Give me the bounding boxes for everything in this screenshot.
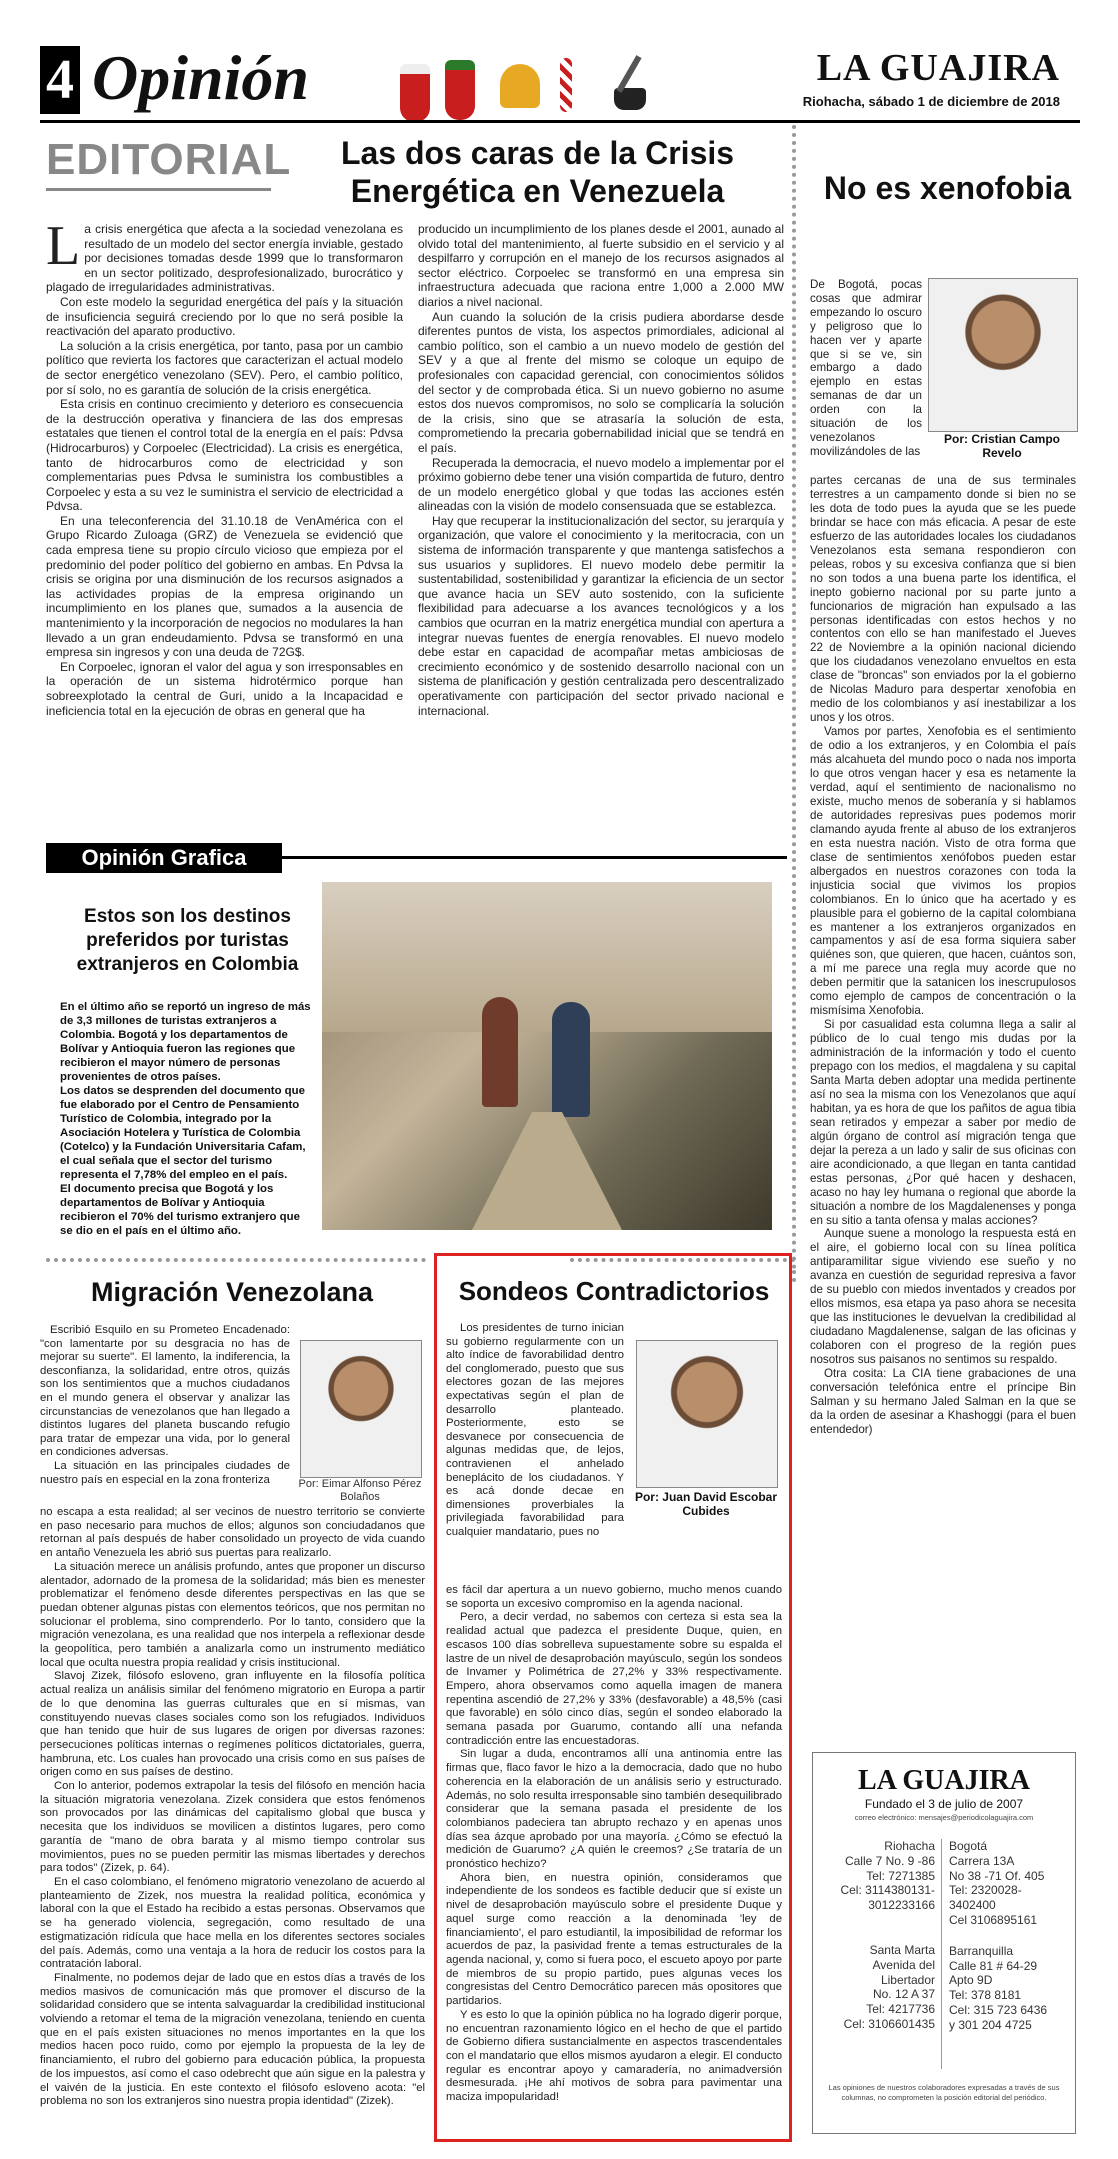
directory-footer: Las opiniones de nuestros colaboradores expresadas a través de sus columnas, no comprometen la posición editorial del periódico. bbox=[828, 2083, 1060, 2102]
directory-line: Cel 3106895161 bbox=[949, 1912, 1038, 1927]
directory-line: Apto 9D bbox=[949, 1973, 993, 1988]
column-divider bbox=[792, 1270, 796, 1282]
author-photo bbox=[636, 1340, 778, 1488]
paragraph: partes cercanas de una de sus terminales terrestres a un campamento donde si bien no se les dota de todo pues la ayuda que se les puede brindar se hace con más eficacia. A pesar de este esfuerzo de las autoridades locales los ciudadanos Venezolanos esta semana respondieron con peleas, robos y su excesiva confianza que si bien no son todos a una buena parte los identifica, el inepto gobierno nacional por su parte junto a funcionarios de migración han expulsado a las personas identificadas con estos hechos y no contentos con ello se han manifestado el Jueves 22 de Noviembre a la opinión nacional diciendo que los ciudadanos venezolano envueltos en esta clase de "broncas" son enviados por la el gobierno de Nicolas Maduro para despertar xenofobia en medio de los colombianos y así inestabilizar a los unos y los otros. bbox=[810, 474, 1076, 725]
candy-cane-icon bbox=[560, 58, 572, 112]
directory-right bbox=[949, 1839, 1071, 2033]
directory-line: Libertador bbox=[880, 1972, 935, 1987]
paragraph: Los datos se desprenden del documento que fue elaborado por el Centro de Pensamiento Turístico de Colombia, integrado por la Asociación Hotelera y Turística de Colombia (Cotelco) y la Fundación Universitaria Cafam, el cual señala que el sector del turismo representa el 7,78% del empleo en el país. bbox=[60, 1085, 306, 1181]
grafica-body bbox=[60, 1000, 315, 1237]
directory-line: Tel: 7271385 bbox=[866, 1868, 935, 1883]
paragraph: La situación en las principales ciudades de nuestro país en especial en la zona fronteriza bbox=[40, 1459, 290, 1486]
paragraph: En el caso colombiano, el fenómeno migratorio venezolano de acuerdo al planteamiento de Zizek, nos muestra la realidad política, económica y laboral con la que el Estado ha recibido a estas personas. Observamos que se ha generado violencia, segregación, como resultado de una estigmatización ridícula que hace mella en los diferentes sectores sociales del país. Además, como una ventaja a la hora de reducir los costos para la contratación laboral. bbox=[40, 1875, 425, 1971]
sondeos-top: Los presidentes de turno inician su gobierno regularmente con un alto índice de favorabilidad dentro del conglomerado, puesto que sus electores gozan de las mejores expectativas según el plan de desarrollo planteado. Posteriormente, esto se desvanece por consecuencia de algunas medidas que, de lejos, contravienen el anhelado beneplácito de los ciudadanos. Y es acá donde decae en dimensiones proverbiales la privilegiada favorabilidad para cualquier mandatario, pues no bbox=[446, 1322, 624, 1538]
holiday-decorations bbox=[400, 54, 700, 114]
paragraph: El documento precisa que Bogotá y los departamentos de Bolívar y Antioquia recibieron el 70% del turismo extranjero que se dio en el país en el último año. bbox=[60, 1183, 300, 1237]
masthead-rule bbox=[40, 120, 1080, 123]
migracion-title: Migración Venezolana bbox=[90, 1277, 374, 1307]
xenofobia-intro: De Bogotá, pocas cosas que admirar empezando lo oscuro y peligroso que lo hacen ver y aparte que si se ve, sin embargo a dado ejemplo en estas semanas de dar un orden con la situación de los venezolanos movilizándoles de las bbox=[810, 278, 922, 458]
paper-name: LA GUAJIRA bbox=[816, 47, 1060, 89]
editorial-col-2 bbox=[418, 222, 784, 817]
directory-line: Barranquilla bbox=[949, 1943, 1014, 1958]
directory-left bbox=[823, 1839, 935, 2032]
directory-line: Carrera 13A bbox=[949, 1853, 1015, 1868]
masthead bbox=[40, 40, 1080, 118]
author-caption: Por: Cristian Campo Revelo bbox=[943, 432, 1060, 460]
sky bbox=[322, 882, 772, 1032]
paragraph bbox=[46, 215, 403, 295]
grafica-rule bbox=[282, 856, 787, 859]
xenofobia-body bbox=[810, 474, 1076, 1664]
paragraph: Slavoj Zizek, filósofo esloveno, gran influyente en la filosofía política actual realiza un análisis similar del fenómeno migratorio en Europa a partir de lo que denomina las guerras culturales que en sí mismas, van constituyendo nuevas clases sociales como son los refugiados. Individuos que han tenido que huir de sus lugares de origen por diversas razones: persecuciones políticas internas o regímenes políticos dictatoriales, guerra, hambruna, etc. Los cuales han provocado una crisis como en sus países de origen como en sus países de destino. bbox=[40, 1670, 425, 1779]
directory-line: Cel: 3106601435 bbox=[843, 2016, 935, 2031]
migracion-body bbox=[40, 1506, 425, 2126]
directory-box bbox=[812, 1752, 1076, 2134]
section-divider bbox=[46, 1258, 426, 1262]
stocking-icon bbox=[445, 60, 475, 120]
directory-line: Santa Marta bbox=[869, 1942, 935, 1957]
paragraph: Finalmente, no podemos dejar de lado que en estos días a través de los medios masivos de comunicación más que promover el discurso de la solidaridad considero que se intenta salvaguardar la credibilidad institucional volviendo a retomar el tema de la migración venezolana, teniendo en cuenta que en el país existen situaciones no menos importantes en la que los medios hacen poco ruido, como por ejemplo la propuesta de la ley de financiamiento, el rubro del gobierno para educación pública, la propuesta de los impuestos, así como el caso odebrecht que aún sigue en la palestra y el vaivén de la justicia. En este contexto el filósofo esloveno acota: "el problema no son los extranjeros sino nuestra propia identidad" (Zizek). bbox=[40, 1971, 425, 2108]
directory-line bbox=[823, 1913, 935, 1943]
paragraph: es fácil dar apertura a un nuevo gobierno, mucho menos cuando se soporta un excesivo compromiso en la agenda nacional. bbox=[446, 1584, 782, 1610]
directory-line: 3012233166 bbox=[868, 1898, 935, 1913]
directory-line: Tel: 2320028- bbox=[949, 1883, 1022, 1898]
paragraph: Vamos por partes, Xenofobia es el sentimiento de odio a los extranjeros, y en Colombia el país más alcahueta del mundo poco o nada nos importa lo que otros vengan hacer y esa es netamente la verdad, aquí el sentimiento de nacionalismo no existe, mucho menos de soberanía y si hablamos de autoridades represivas pues podemos morir clamando ayuda frente al abuso de los extranjeros en esta nuestra nación. Visto de otra forma que clase de sentimientos xenófobos pueden estar albergados en nuestros corazones con toda la injusticia social que vivimos los propios colombianos. En lo único que ha acertado y es plausible para el gobierno de la capital colombiana es mantener a los extranjeros organizados en campamentos y así de esa forma siquiera saber quiénes son, que quieren, que hacen, cuántos son, a mí me parece una regla muy acorde que no deben permitir que la satanicen los inescrupulosos como ejemplo de campos de concentración o la mismísima Xenofobia. bbox=[810, 725, 1076, 1018]
directory-line: No. 12 A 37 bbox=[872, 1987, 935, 2002]
directory-line: Tel: 378 8181 bbox=[949, 1988, 1022, 2003]
hiker-figure bbox=[552, 1002, 590, 1117]
directory-line bbox=[949, 1928, 1071, 1944]
grafica-title: Estos son los destinos preferidos por turistas extranjeros en Colombia bbox=[76, 906, 299, 975]
paragraph: Recuperada la democracia, el nuevo modelo a implementar por el próximo gobierno debe tener una visión compartida de futuro, dentro de un modelo energético global y que todas las acciones estén alineadas con la visión de modelo consensuada que se establezca. bbox=[418, 455, 784, 514]
dateline: Riohacha, sábado 1 de diciembre de 2018 bbox=[802, 94, 1060, 109]
bell-icon bbox=[500, 64, 540, 108]
author-caption: Por: Juan David Escobar Cubides bbox=[634, 1490, 778, 1518]
paragraph: Sin lugar a duda, encontramos allí una antinomia entre las firmas que, flaco favor le hizo a la democracia, dado que no hubo coherencia en la elaboración de un análisis serio y estructurado. Además, no solo resulta irresponsable sino también desequilibrado considerar que la semana pasada el presidente de los colombianos padeciera tan abrupto rechazo y en apenas unos días sea ázque aprobado por una mayoría. ¿Cómo se efectuó la medición de Guarumo? ¿A quién le creemos? ¿Se trataría de un pronóstico hechizo? bbox=[446, 1748, 782, 1871]
paragraph: La solución a la crisis energética, por tanto, pasa por un cambio político que revierta los factores que caracterizan el actual modelo de sector energético venezolano (SEV). Pero, el cambio político, por sí solo, no es garantía de solución de la crisis energética. bbox=[46, 338, 403, 397]
editorial-title: Las dos caras de la Crisis Energética en Venezuela bbox=[340, 135, 735, 209]
directory-line: Tel: 4217736 bbox=[866, 2002, 935, 2017]
paragraph: Y es esto lo que la opinión pública no ha logrado digerir porque, no encuentran razonamiento lógico en el hecho de que el partido de Gobierno difiera sustancialmente en aspectos trascendentales con el mandatario que ellos mismos ayudaron a elegir. El conducto regular es encontrar apoyo y camaradería, no animadversión desmesurada. ¡He ahí motivos de sobra para pavimentar una maciza impopularidad! bbox=[446, 2008, 782, 2104]
directory-founded: Fundado el 3 de julio de 2007 bbox=[864, 1797, 1024, 1811]
paragraph: Otra cosita: La CIA tiene grabaciones de una conversación telefónica entre el príncipe Bin Salman y su hermano Jaled Salman en la que se da la orden de asesinar a Khashoggi (para el buen entendedor) bbox=[810, 1367, 1076, 1436]
directory-line: 3402400 bbox=[949, 1898, 996, 1913]
directory-email: correo electrónico: mensajes@periodicolaguajira.com bbox=[854, 1813, 1034, 1822]
paragraph: Esta crisis en continuo crecimiento y deterioro es consecuencia de la destrucción operativa y financiera de las dos empresas estatales que tienen el control total de la energía en el país: Pdvsa (Hidrocarburos) y Corpoelec (Electricidad). La crisis es energética, tanto de hidrocarburos como de electricidad y son complementarias pues Pdvsa le suministra los combustibles a Corpoelec y esta a su vez le suministra el servicio de electricidad a Pdvsa. bbox=[46, 397, 403, 514]
author-caption: Por: Eimar Alfonso Pérez Bolaños bbox=[298, 1478, 422, 1503]
paragraph: Hay que recuperar la institucionalización del sector, su jerarquía y organización, que valore el conocimiento y la meritocracia, con un sistema de información transparente y que mantenga satisfechos a sus usuarios y suplidores. El nuevo modelo debe permitir la sustentabilidad, sostenibilidad y garantizar la eficiencia de un sector que avance hacia un SEV auto sostenido, con la suficiente flexibilidad para adecuarse a los avances tecnológicos y a los cambios que ocurran en la matriz energética mundial con apertura a integrar nuevas fuentes de energía renovables. El nuevo modelo debe estar en capacidad de acompañar metas ambiciosas de crecimiento económico y de sostenido desarrollo nacional con un sistema de planificación y gestión centralizada pero descentralizado operativamente con participación del sector privado nacional e internacional. bbox=[418, 513, 784, 718]
column-divider bbox=[792, 125, 796, 1270]
xenofobia-title: No es xenofobia bbox=[823, 170, 1072, 206]
directory-line: Calle 7 No. 9 -86 bbox=[844, 1853, 935, 1868]
quill-ink-icon bbox=[610, 54, 650, 112]
paragraph: Ahora bien, en nuestra opinión, consideramos que independiente de los sondeos es factible deducir que sí existe un nivel de desaprobación mayúsculo sobre el presidente Duque y aquel surge como reacción a la denominada 'ley de financiamiento', el paro estudiantil, la imposibilidad de reformar los acuerdos de paz, la pasividad frente a temas estructurales de la agenda nacional, y, como si fuera poco, el escueto apoyo por parte de miembros de su propio partido, pues algunas veces los congresistas del Centro Democrático parecen más opositores que partidarios. bbox=[446, 1871, 782, 2008]
paragraph: Escribió Esquilo en su Prometeo Encadenado: "con lamentarte por su desgracia no has de mejorar su suerte". El lamento, la indiferencia, la desconfianza, la solidaridad, entre otros, quizás son los sentimientos que a muchos ciudadanos en el mundo genera el observar y analizar las circunstancias de venezolanos que han llegado a distintos lugares del planeta buscando refugio para tratar de empezar una vida, por lo general en condiciones adversas. bbox=[40, 1324, 290, 1459]
paragraph: En una teleconferencia del 31.10.18 de VenAmérica con el Grupo Ricardo Zuloaga (GRZ) de Venezuela se evidenció que cada empresa tiene su propio círculo vicioso que empieza por el predominio del poder político del gobierno en ambas. En Pdvsa la crisis se origina por una disminución de los recursos asignados a las actividades propias de la empresa originando un incumplimiento en los planes que, sumados a la ausencia de mantenimiento y la incorporación de negocios no modulares la han llevado a un gran endeudamiento. Pdvsa se transformó en una empresa sin ingresos y con una deuda de 72G$. bbox=[46, 513, 403, 660]
paragraph: Pero, a decir verdad, no sabemos con certeza si esta sea la realidad actual que padezca el presidente Duque, quien, en escasos 100 días sobrelleva supuestamente sobre su espalda el lastre de un nivel de desaprobación mayúsculo, según los sondeos de Invamer y Polimétrica de 27,2% y 33% respectivamente. Empero, ahora observamos como aquella imagen de manera repentina ascendió de 27,2% y 33% (desfavorable) a 48,5% (casi que favorable) en sólo cinco días, según el sondeo elaborado la semana pasada por Guarumo, contando allí una nefanda contradicción entre las encuestadoras. bbox=[446, 1611, 782, 1747]
paragraph: Con este modelo la seguridad energética del país y la situación de insuficiencia seguirá creciendo por lo que no será posible la reactivación del aparato productivo. bbox=[46, 294, 403, 339]
directory-divider bbox=[941, 1839, 942, 2069]
section-title: Opinión bbox=[92, 42, 309, 113]
hikers-photo bbox=[322, 882, 772, 1230]
drop-cap: L bbox=[46, 215, 81, 277]
paragraph: En Corpoelec, ignoran el valor del agua y son irresponsables en la operación de un sistema hidrotérmico porque han sobreexplotado la central de Guri, unido a la Incapacidad e ineficiencia total en la ejecución de obras en general que ha bbox=[46, 659, 403, 718]
paragraph-text: a crisis energética que afecta a la sociedad venezolana es resultado de un modelo del sector energía inviable, gestado por decisiones tomadas desde 1999 que lo transformaron en un sector politizado, desprofesionalizado, burocrático y plagado de irregularidades administrativas. bbox=[46, 222, 403, 295]
grafica-label: Opinión Grafica bbox=[46, 843, 282, 873]
sondeos-body bbox=[446, 1584, 782, 2134]
directory-line: Cel: 315 723 6436 bbox=[949, 2002, 1048, 2017]
directory-line: y 301 204 4725 bbox=[949, 2017, 1032, 2032]
directory-line: Avenida del bbox=[872, 1957, 935, 1972]
directory-line: Cel: 3114380131- bbox=[840, 1883, 935, 1898]
paragraph: Si por casualidad esta columna llega a salir al público de lo cual tengo mis dudas por la administración de la información y todo el cuento prepago con los medios, el magdalena y su capital Santa Marta deben adoptar una medida pertinente así no sea la misma con los Venezolanos que aquí habitan, ya es hora de que los pañitos de agua tibia sean retirados y empezar a saber por medio de algún órgano de control así migración tenga que dejar la pereza a un lado y salir de sus oficinas con aire acondicionado, a que llegan en tanta cantidad estas personas, ¿Por qué hacen y deshacen, acaso no hay ley humana o regional que aborde la situación a nombre de los Magdalenenses y ponga en su sitio a tanta ofensa y malas acciones? bbox=[810, 1018, 1076, 1227]
directory-paper-name: LA GUAJIRA bbox=[858, 1765, 1030, 1796]
directory-line: Calle 81 # 64-29 bbox=[949, 1958, 1038, 1973]
paragraph: Con lo anterior, podemos extrapolar la tesis del filósofo en mención hacia la situación migratoria venezolana. Zizek considera que estos fenómenos son provocados por las dinámicas del capitalismo global que busca y necesita que los individuos se movilicen a distintos lugares, pero como garantía de "mano de obra barata y al mismo tiempo controlar sus movimientos, pues no se pueden permitir las mismas libertades y derechos para todos" (Zizek, p. 64). bbox=[40, 1780, 425, 1875]
directory-line: Bogotá bbox=[949, 1839, 988, 1853]
directory-line: Riohacha bbox=[884, 1839, 935, 1853]
author-photo bbox=[300, 1340, 422, 1478]
paragraph: producido un incumplimiento de los planes desde el 2001, aunado al olvido total del mantenimiento, al fuerte subsidio en el servicio y al despilfarro y corrupción en el manejo de los recursos asignados al sector eléctrico. Corpoelec se transformó en una empresa sin infraestructura adecuada que raciona entre 1,000 a 2.000 MW diarios a nivel nacional. bbox=[418, 222, 784, 309]
editorial-label: EDITORIAL bbox=[46, 135, 292, 184]
paragraph: no escapa a esta realidad; al ser vecinos de nuestro territorio se convierte en paso necesario para muchos de ellos; algunos son conciudadanos que retornan al país después de haber consolidado un proyecto de vida cuando en antaño Venezuela les abrió sus puertas para realizarlo. bbox=[40, 1506, 425, 1560]
author-photo bbox=[928, 278, 1078, 432]
editorial-label-rule bbox=[46, 188, 271, 191]
stocking-icon bbox=[400, 64, 430, 122]
paragraph: Aunque suene a monologo la respuesta está en el aire, el gobierno local con su línea política antiparamilitar sigue viviendo ese sueño y no avanza en cuestión de seguridad represiva a favor de su pueblo con miedos inventados y creados por ellos mismos, esa etapa ya paso ahora se necesita que las instituciones le devuelvan la credibilidad al ciudadano Magdalenense, salgan de las oficinas y colaboren con el progreso de la región pues nosotros sus paisanos no sentimos su respaldo. bbox=[810, 1227, 1076, 1367]
paragraph: Aun cuando la solución de la crisis pudiera abordarse desde diferentes puntos de vista, los aspectos primordiales, adicional al cambio político, son el cambio a un nuevo modelo de gestión del SEV y a que al frente del mismo se coloque un equipo de profesionales con capacidad gerencial, con conocimientos sólidos del sector y de comprobada ética. Si un nuevo gobierno no asume estos dos nuevos compromisos, no solo se complicaría la solución de la crisis, sino que se atrasaría la solución de esta, comprometiendo la precaria gobernabilidad inicial que se tendrá en el país. bbox=[418, 309, 784, 455]
trail bbox=[472, 1112, 622, 1230]
page-number: 4 bbox=[40, 46, 80, 114]
hiker-figure bbox=[482, 997, 518, 1107]
paragraph: La situación merece un análisis profundo, antes que proponer un discurso alentador, adornado de la promesa de la solidaridad; más bien es menester problematizar el fenómeno desde diferentes perspectivas en las que se puedan obtener algunas pistas con elementos teóricos, que nos permitan no solucionar el problema, sino comprenderlo. Por lo tanto, considero que la migración venezolana, es una realidad que nos interpela a reflexionar desde la geopolítica, pero también a analizarla como un instrumento mediático local que oculta nuestra propia realidad y crisis institucional. bbox=[40, 1560, 425, 1669]
directory-line: No 38 -71 Of. 405 bbox=[949, 1868, 1045, 1883]
migracion-top bbox=[40, 1324, 290, 1504]
sondeos-title: Sondeos Contradictorios bbox=[458, 1276, 770, 1306]
paragraph: En el último año se reportó un ingreso de más de 3,3 millones de turistas extranjeros a Colombia. Bogotá y los departamentos de Bolívar y Antioquia fueron las regiones que recibieron el mayor número de personas provenientes de otros países. bbox=[60, 1001, 311, 1083]
editorial-col-1 bbox=[46, 215, 403, 817]
